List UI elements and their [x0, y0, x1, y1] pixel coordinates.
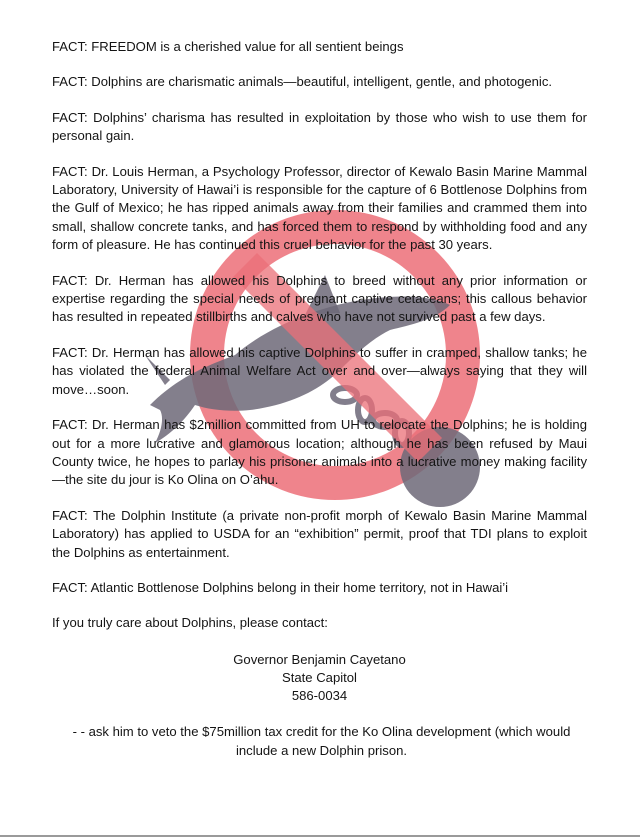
fact-herman-relocation: FACT: Dr. Herman has $2million committed from UH to relocate the Dolphins; he is holding out for a more lucrative and glamorous location; although he has been refused by Maui County twice, he hopes to parlay his prisoner animals into a lucrative money making facility—the site du jour is Ko Olina on O’ahu. — [52, 417, 587, 488]
fact-herman-tanks: FACT: Dr. Herman has allowed his captive Dolphins to suffer in cramped, shallow tanks; he has violated the federal Animal Welfare Act over and over—always saying that they will move…soon. — [52, 344, 587, 397]
fact-exhibition-permit: FACT: The Dolphin Institute (a private non-profit morph of Kewalo Basin Marine Mammal Laboratory) has applied to USDA for an “exhibition” permit, proof that TDI plans to exploit the Dolphins as entertainment. — [52, 507, 587, 560]
fact-freedom: FACT: FREEDOM is a cherished value for all sentient beings — [52, 39, 404, 54]
veto-request — [52, 723, 587, 759]
flyer-text — [52, 38, 587, 760]
veto-line-2: include a new Dolphin prison. — [235, 742, 408, 758]
fact-exploitation: FACT: Dolphins’ charisma has resulted in exploitation by those who wish to use them for personal gain. — [52, 109, 587, 144]
contact-address — [52, 651, 587, 706]
contact-office: State Capitol — [282, 669, 357, 685]
contact-name: Governor Benjamin Cayetano — [233, 651, 406, 667]
fact-herman-capture: FACT: Dr. Louis Herman, a Psychology Professor, director of Kewalo Basin Marine Mammal Laboratory, University of Hawai’i is responsible for the capture of 6 Bottlenose Dolphins from the Gulf of Mexico; he has ripped animals away from their families and crammed them into small, shallow concrete tanks, and has forced them to respond by withholding food and any form of pleasure. He has continued this cruel behavior for the past 30 years. — [52, 163, 587, 253]
contact-phone: 586-0034 — [291, 688, 348, 704]
fact-home-territory: FACT: Atlantic Bottlenose Dolphins belong in their home territory, not in Hawai’i — [52, 579, 509, 595]
fact-herman-breeding: FACT: Dr. Herman has allowed his Dolphins to breed without any prior information or expertise regarding the special needs of pregnant captive cetaceans; this callous behavior has resulted in repeated stillbirths and calves who have not survived past a few days. — [52, 272, 587, 325]
contact-lead: If you truly care about Dolphins, please contact: — [52, 615, 328, 631]
fact-charismatic: FACT: Dolphins are charismatic animals—beautiful, intelligent, gentle, and photogenic. — [52, 74, 553, 90]
veto-line-1: - - ask him to veto the $75million tax credit for the Ko Olina development (which would — [72, 724, 571, 740]
